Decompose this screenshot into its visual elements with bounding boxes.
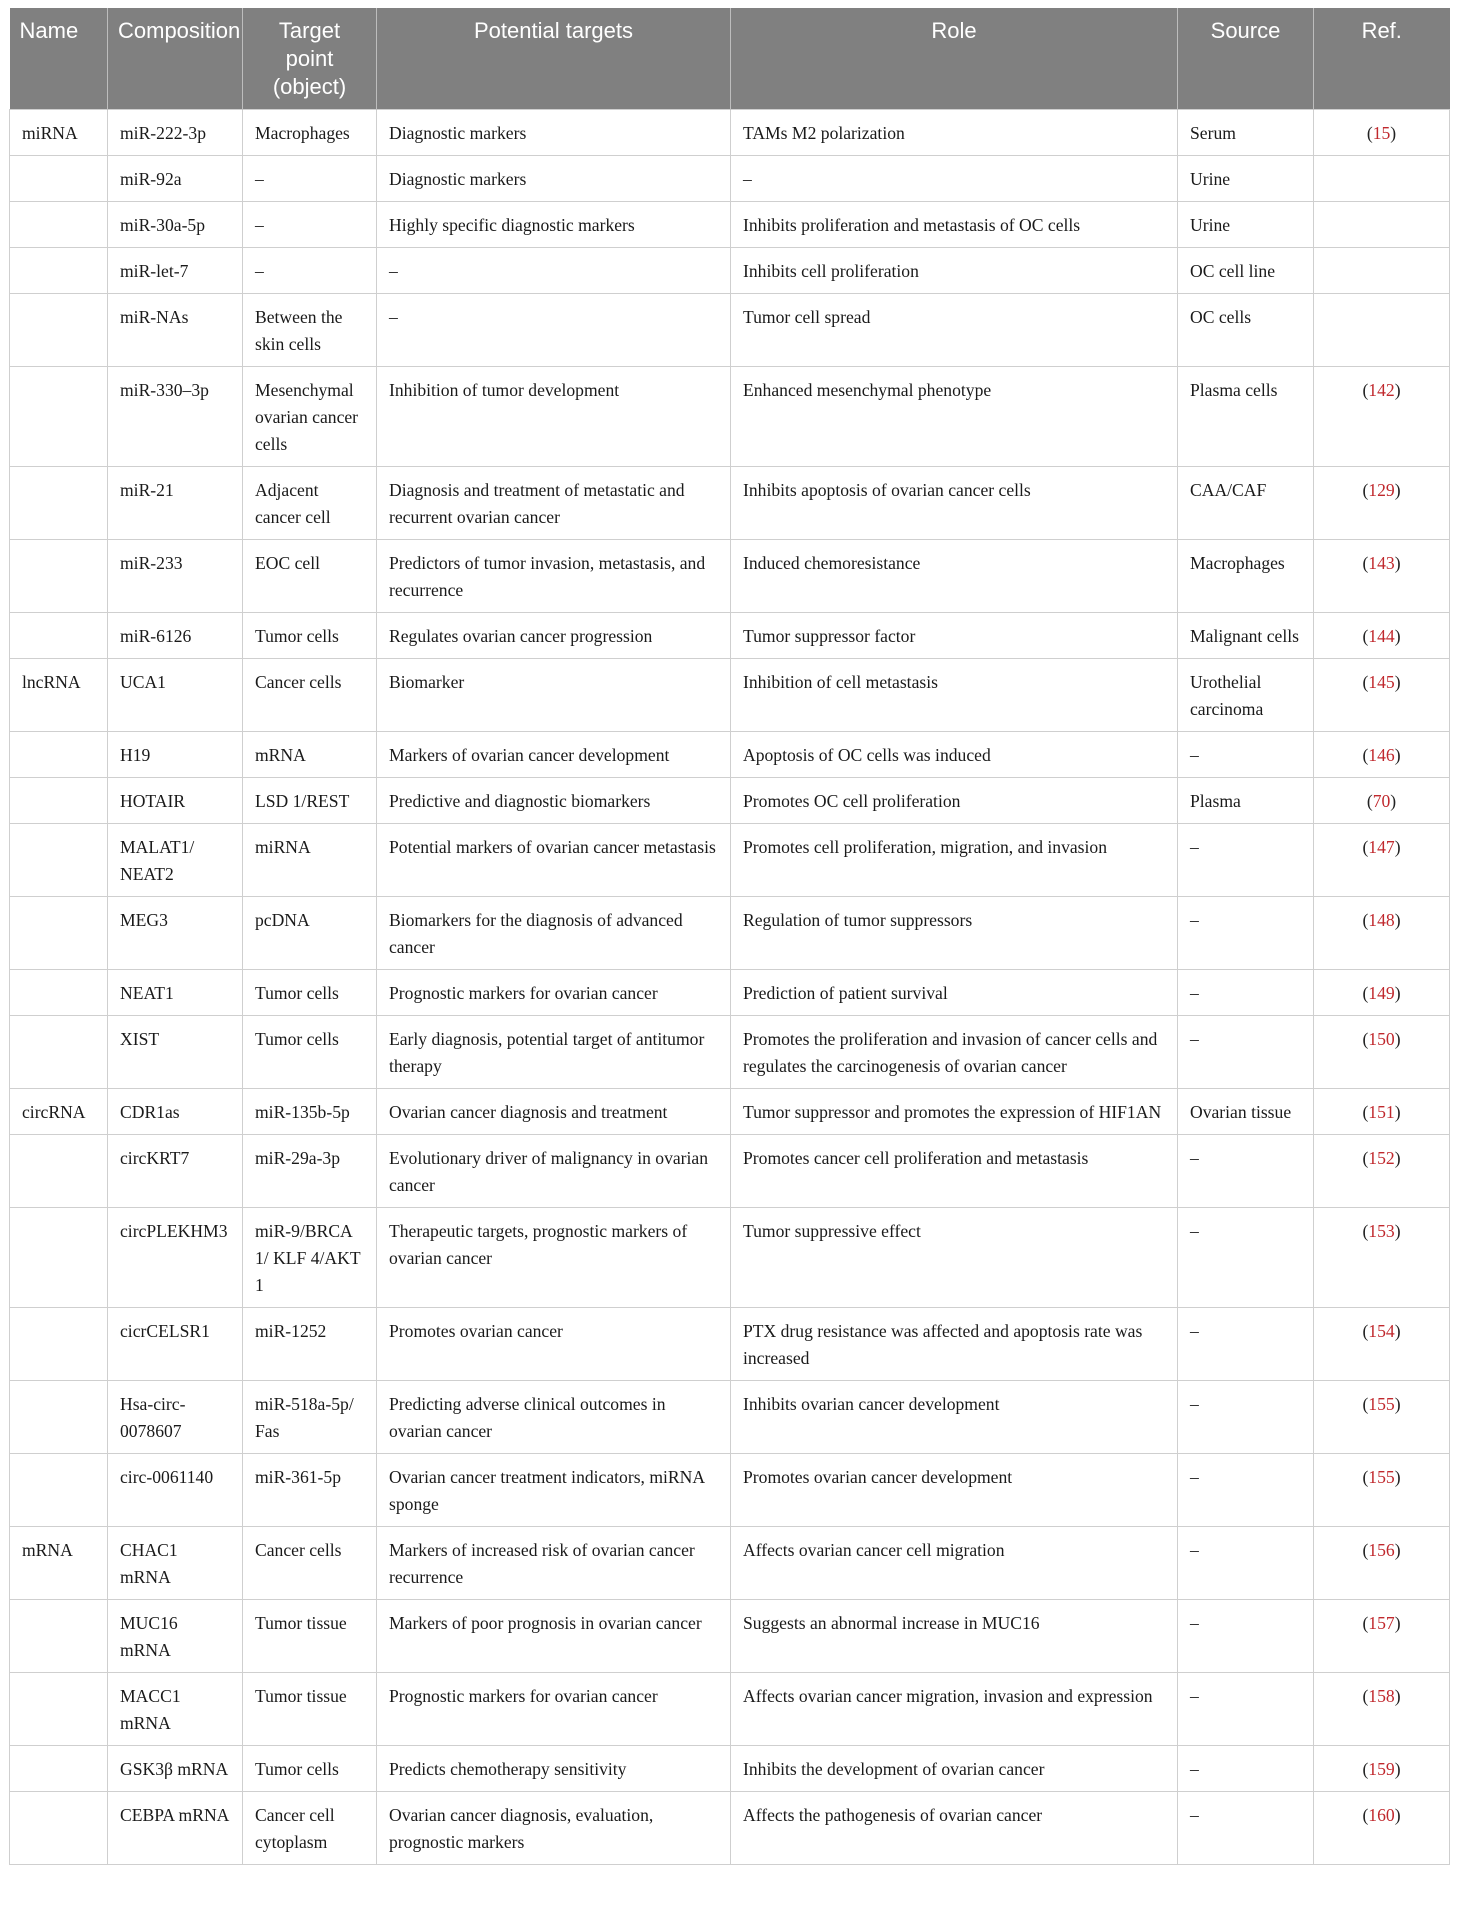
header-potential-targets: Potential targets (377, 8, 731, 110)
potential-targets-cell: Predictive and diagnostic biomarkers (377, 778, 731, 824)
role-cell: PTX drug resistance was affected and apoptosis rate was increased (731, 1308, 1178, 1381)
source-cell: – (1178, 1208, 1314, 1308)
composition-cell: miR-222-3p (108, 110, 243, 156)
composition-cell: miR-30a-5p (108, 202, 243, 248)
source-cell: – (1178, 824, 1314, 897)
composition-cell: GSK3β mRNA (108, 1746, 243, 1792)
composition-cell: miR-92a (108, 156, 243, 202)
ref-cell: (150) (1314, 1016, 1450, 1089)
target-cell: Cancer cells (243, 1527, 377, 1600)
composition-cell: CDR1as (108, 1089, 243, 1135)
table-row (10, 294, 1450, 367)
composition-cell: miR-let-7 (108, 248, 243, 294)
table-row (10, 1746, 1450, 1792)
reference-link[interactable]: 155 (1368, 1394, 1395, 1414)
composition-cell: XIST (108, 1016, 243, 1089)
reference-link[interactable]: 154 (1368, 1321, 1395, 1341)
source-cell: CAA/CAF (1178, 467, 1314, 540)
role-cell: Suggests an abnormal increase in MUC16 (731, 1600, 1178, 1673)
composition-cell: MEG3 (108, 897, 243, 970)
name-cell (10, 540, 108, 613)
ref-cell: (152) (1314, 1135, 1450, 1208)
potential-targets-cell: Prognostic markers for ovarian cancer (377, 970, 731, 1016)
composition-cell: circKRT7 (108, 1135, 243, 1208)
table-row (10, 248, 1450, 294)
target-cell: miRNA (243, 824, 377, 897)
table-row (10, 824, 1450, 897)
role-cell: Tumor suppressor and promotes the expression of HIF1AN (731, 1089, 1178, 1135)
source-cell: OC cell line (1178, 248, 1314, 294)
header-name: Name (10, 8, 108, 110)
role-cell: Inhibits proliferation and metastasis of OC cells (731, 202, 1178, 248)
name-cell (10, 1016, 108, 1089)
header-composition: Composition (108, 8, 243, 110)
composition-cell: miR-NAs (108, 294, 243, 367)
reference-link[interactable]: 156 (1368, 1540, 1395, 1560)
composition-cell: cicrCELSR1 (108, 1308, 243, 1381)
table-row (10, 897, 1450, 970)
reference-link[interactable]: 155 (1368, 1467, 1395, 1487)
table-row (10, 1673, 1450, 1746)
role-cell: Promotes cancer cell proliferation and metastasis (731, 1135, 1178, 1208)
source-cell: Urine (1178, 202, 1314, 248)
target-cell: – (243, 202, 377, 248)
target-cell: – (243, 248, 377, 294)
ref-cell: (149) (1314, 970, 1450, 1016)
name-cell (10, 1792, 108, 1865)
source-cell: – (1178, 1135, 1314, 1208)
composition-cell: CHAC1 mRNA (108, 1527, 243, 1600)
table-row (10, 1381, 1450, 1454)
table-row (10, 156, 1450, 202)
potential-targets-cell: Early diagnosis, potential target of antitumor therapy (377, 1016, 731, 1089)
name-cell: mRNA (10, 1527, 108, 1600)
source-cell: – (1178, 1746, 1314, 1792)
composition-cell: NEAT1 (108, 970, 243, 1016)
potential-targets-cell: Prognostic markers for ovarian cancer (377, 1673, 731, 1746)
header-ref: Ref. (1314, 8, 1450, 110)
name-cell (10, 1308, 108, 1381)
composition-cell: HOTAIR (108, 778, 243, 824)
name-cell (10, 732, 108, 778)
table-row (10, 1089, 1450, 1135)
potential-targets-cell: Highly specific diagnostic markers (377, 202, 731, 248)
table-container (9, 8, 1449, 1865)
role-cell: Inhibits apoptosis of ovarian cancer cells (731, 467, 1178, 540)
source-cell: Urothelial carcinoma (1178, 659, 1314, 732)
table-row (10, 1454, 1450, 1527)
potential-targets-cell: Markers of increased risk of ovarian cancer recurrence (377, 1527, 731, 1600)
data-table (9, 8, 1450, 1865)
name-cell (10, 1454, 108, 1527)
target-cell: Tumor tissue (243, 1673, 377, 1746)
role-cell: – (731, 156, 1178, 202)
header-row (10, 8, 1450, 110)
ref-cell: (158) (1314, 1673, 1450, 1746)
name-cell (10, 970, 108, 1016)
target-cell: miR-1252 (243, 1308, 377, 1381)
ref-cell: (143) (1314, 540, 1450, 613)
role-cell: Affects ovarian cancer migration, invasion and expression (731, 1673, 1178, 1746)
source-cell: – (1178, 1600, 1314, 1673)
potential-targets-cell: Predicting adverse clinical outcomes in ovarian cancer (377, 1381, 731, 1454)
reference-link[interactable]: 143 (1368, 553, 1395, 573)
name-cell (10, 1135, 108, 1208)
source-cell: – (1178, 732, 1314, 778)
reference-link[interactable]: 160 (1368, 1805, 1395, 1825)
role-cell: TAMs M2 polarization (731, 110, 1178, 156)
reference-link[interactable]: 153 (1368, 1221, 1395, 1241)
target-cell: Tumor cells (243, 970, 377, 1016)
reference-link[interactable]: 150 (1368, 1029, 1395, 1049)
source-cell: Ovarian tissue (1178, 1089, 1314, 1135)
role-cell: Promotes OC cell proliferation (731, 778, 1178, 824)
reference-link[interactable]: 145 (1368, 672, 1395, 692)
target-cell: miR-29a-3p (243, 1135, 377, 1208)
source-cell: – (1178, 1792, 1314, 1865)
role-cell: Induced chemoresistance (731, 540, 1178, 613)
ref-cell: (15) (1314, 110, 1450, 156)
potential-targets-cell: Biomarkers for the diagnosis of advanced cancer (377, 897, 731, 970)
reference-link[interactable]: 158 (1368, 1686, 1395, 1706)
potential-targets-cell: Diagnosis and treatment of metastatic and recurrent ovarian cancer (377, 467, 731, 540)
ref-cell: (142) (1314, 367, 1450, 467)
source-cell: – (1178, 1381, 1314, 1454)
ref-cell: (151) (1314, 1089, 1450, 1135)
role-cell: Tumor cell spread (731, 294, 1178, 367)
table-row (10, 1600, 1450, 1673)
target-cell: Tumor cells (243, 613, 377, 659)
table-row (10, 732, 1450, 778)
reference-link[interactable]: 157 (1368, 1613, 1395, 1633)
role-cell: Apoptosis of OC cells was induced (731, 732, 1178, 778)
source-cell: Serum (1178, 110, 1314, 156)
role-cell: Affects the pathogenesis of ovarian cancer (731, 1792, 1178, 1865)
source-cell: – (1178, 897, 1314, 970)
reference-link[interactable]: 152 (1368, 1148, 1395, 1168)
table-row (10, 659, 1450, 732)
ref-cell (1314, 294, 1450, 367)
target-cell: mRNA (243, 732, 377, 778)
table-row (10, 1308, 1450, 1381)
target-cell: Cancer cell cytoplasm (243, 1792, 377, 1865)
target-cell: miR-135b-5p (243, 1089, 377, 1135)
role-cell: Inhibits cell proliferation (731, 248, 1178, 294)
ref-cell (1314, 248, 1450, 294)
ref-cell: (148) (1314, 897, 1450, 970)
ref-cell: (147) (1314, 824, 1450, 897)
potential-targets-cell: Potential markers of ovarian cancer metastasis (377, 824, 731, 897)
ref-cell: (160) (1314, 1792, 1450, 1865)
source-cell: – (1178, 1673, 1314, 1746)
role-cell: Inhibition of cell metastasis (731, 659, 1178, 732)
source-cell: Plasma cells (1178, 367, 1314, 467)
source-cell: Plasma (1178, 778, 1314, 824)
potential-targets-cell: Diagnostic markers (377, 156, 731, 202)
composition-cell: MALAT1/ NEAT2 (108, 824, 243, 897)
target-cell: Tumor cells (243, 1016, 377, 1089)
source-cell: OC cells (1178, 294, 1314, 367)
ref-cell: (145) (1314, 659, 1450, 732)
potential-targets-cell: Predictors of tumor invasion, metastasis, and recurrence (377, 540, 731, 613)
role-cell: Prediction of patient survival (731, 970, 1178, 1016)
composition-cell: H19 (108, 732, 243, 778)
potential-targets-cell: Ovarian cancer diagnosis and treatment (377, 1089, 731, 1135)
table-row (10, 970, 1450, 1016)
composition-cell: UCA1 (108, 659, 243, 732)
ref-cell: (155) (1314, 1381, 1450, 1454)
ref-cell: (157) (1314, 1600, 1450, 1673)
table-row (10, 1792, 1450, 1865)
table-row (10, 367, 1450, 467)
ref-cell: (129) (1314, 467, 1450, 540)
composition-cell: MACC1 mRNA (108, 1673, 243, 1746)
role-cell: Affects ovarian cancer cell migration (731, 1527, 1178, 1600)
role-cell: Promotes ovarian cancer development (731, 1454, 1178, 1527)
composition-cell: circ-0061140 (108, 1454, 243, 1527)
potential-targets-cell: Ovarian cancer diagnosis, evaluation, prognostic markers (377, 1792, 731, 1865)
name-cell (10, 897, 108, 970)
table-row (10, 110, 1450, 156)
table-row (10, 1016, 1450, 1089)
target-cell: Adjacent cancer cell (243, 467, 377, 540)
role-cell: Regulation of tumor suppressors (731, 897, 1178, 970)
potential-targets-cell: Markers of poor prognosis in ovarian cancer (377, 1600, 731, 1673)
target-cell: miR-518a-5p/ Fas (243, 1381, 377, 1454)
reference-link[interactable]: 148 (1368, 910, 1395, 930)
potential-targets-cell: Diagnostic markers (377, 110, 731, 156)
name-cell (10, 1600, 108, 1673)
ref-cell: (154) (1314, 1308, 1450, 1381)
role-cell: Promotes the proliferation and invasion of cancer cells and regulates the carcinogenesis of ovarian cancer (731, 1016, 1178, 1089)
name-cell (10, 778, 108, 824)
reference-link[interactable]: 129 (1368, 480, 1395, 500)
name-cell: lncRNA (10, 659, 108, 732)
reference-link[interactable]: 159 (1368, 1759, 1395, 1779)
composition-cell: circPLEKHM3 (108, 1208, 243, 1308)
target-cell: Cancer cells (243, 659, 377, 732)
name-cell (10, 156, 108, 202)
reference-link[interactable]: 144 (1368, 626, 1395, 646)
table-row (10, 613, 1450, 659)
ref-cell: (155) (1314, 1454, 1450, 1527)
role-cell: Inhibits the development of ovarian cancer (731, 1746, 1178, 1792)
header-target: Target point (object) (243, 8, 377, 110)
target-cell: Mesenchymal ovarian cancer cells (243, 367, 377, 467)
name-cell (10, 467, 108, 540)
ref-cell: (70) (1314, 778, 1450, 824)
table-row (10, 1135, 1450, 1208)
name-cell (10, 202, 108, 248)
reference-link[interactable]: 146 (1368, 745, 1395, 765)
name-cell: miRNA (10, 110, 108, 156)
target-cell: miR-361-5p (243, 1454, 377, 1527)
name-cell (10, 294, 108, 367)
composition-cell: CEBPA mRNA (108, 1792, 243, 1865)
name-cell (10, 367, 108, 467)
source-cell: Macrophages (1178, 540, 1314, 613)
role-cell: Tumor suppressor factor (731, 613, 1178, 659)
source-cell: Malignant cells (1178, 613, 1314, 659)
header-role: Role (731, 8, 1178, 110)
name-cell (10, 1673, 108, 1746)
composition-cell: MUC16 mRNA (108, 1600, 243, 1673)
source-cell: – (1178, 1308, 1314, 1381)
composition-cell: miR-6126 (108, 613, 243, 659)
composition-cell: Hsa-circ-0078607 (108, 1381, 243, 1454)
table-row (10, 1208, 1450, 1308)
potential-targets-cell: Biomarker (377, 659, 731, 732)
table-row (10, 778, 1450, 824)
target-cell: – (243, 156, 377, 202)
reference-link[interactable]: 142 (1368, 380, 1395, 400)
ref-cell (1314, 202, 1450, 248)
ref-cell: (144) (1314, 613, 1450, 659)
reference-link[interactable]: 15 (1372, 123, 1391, 143)
ref-cell: (146) (1314, 732, 1450, 778)
composition-cell: miR-330–3p (108, 367, 243, 467)
name-cell: circRNA (10, 1089, 108, 1135)
table-row (10, 1527, 1450, 1600)
ref-cell: (153) (1314, 1208, 1450, 1308)
target-cell: Tumor cells (243, 1746, 377, 1792)
role-cell: Enhanced mesenchymal phenotype (731, 367, 1178, 467)
name-cell (10, 248, 108, 294)
target-cell: miR-9/BRCA 1/ KLF 4/AKT 1 (243, 1208, 377, 1308)
table-row (10, 540, 1450, 613)
role-cell: Inhibits ovarian cancer development (731, 1381, 1178, 1454)
potential-targets-cell: Promotes ovarian cancer (377, 1308, 731, 1381)
name-cell (10, 1381, 108, 1454)
target-cell: Tumor tissue (243, 1600, 377, 1673)
reference-link[interactable]: 147 (1368, 837, 1395, 857)
table-row (10, 467, 1450, 540)
potential-targets-cell: – (377, 248, 731, 294)
source-cell: – (1178, 1454, 1314, 1527)
potential-targets-cell: Predicts chemotherapy sensitivity (377, 1746, 731, 1792)
target-cell: LSD 1/REST (243, 778, 377, 824)
potential-targets-cell: – (377, 294, 731, 367)
ref-cell (1314, 156, 1450, 202)
reference-link[interactable]: 70 (1372, 791, 1391, 811)
potential-targets-cell: Evolutionary driver of malignancy in ovarian cancer (377, 1135, 731, 1208)
target-cell: EOC cell (243, 540, 377, 613)
ref-cell: (156) (1314, 1527, 1450, 1600)
potential-targets-cell: Markers of ovarian cancer development (377, 732, 731, 778)
reference-link[interactable]: 151 (1368, 1102, 1395, 1122)
table-row (10, 202, 1450, 248)
name-cell (10, 824, 108, 897)
source-cell: – (1178, 1527, 1314, 1600)
composition-cell: miR-233 (108, 540, 243, 613)
name-cell (10, 1208, 108, 1308)
role-cell: Promotes cell proliferation, migration, and invasion (731, 824, 1178, 897)
ref-cell: (159) (1314, 1746, 1450, 1792)
role-cell: Tumor suppressive effect (731, 1208, 1178, 1308)
potential-targets-cell: Inhibition of tumor development (377, 367, 731, 467)
reference-link[interactable]: 149 (1368, 983, 1395, 1003)
source-cell: – (1178, 1016, 1314, 1089)
target-cell: Macrophages (243, 110, 377, 156)
name-cell (10, 613, 108, 659)
composition-cell: miR-21 (108, 467, 243, 540)
header-source: Source (1178, 8, 1314, 110)
target-cell: pcDNA (243, 897, 377, 970)
table-header (10, 8, 1450, 110)
potential-targets-cell: Therapeutic targets, prognostic markers of ovarian cancer (377, 1208, 731, 1308)
potential-targets-cell: Ovarian cancer treatment indicators, miRNA sponge (377, 1454, 731, 1527)
potential-targets-cell: Regulates ovarian cancer progression (377, 613, 731, 659)
name-cell (10, 1746, 108, 1792)
table-body (10, 110, 1450, 1865)
source-cell: – (1178, 970, 1314, 1016)
source-cell: Urine (1178, 156, 1314, 202)
target-cell: Between the skin cells (243, 294, 377, 367)
